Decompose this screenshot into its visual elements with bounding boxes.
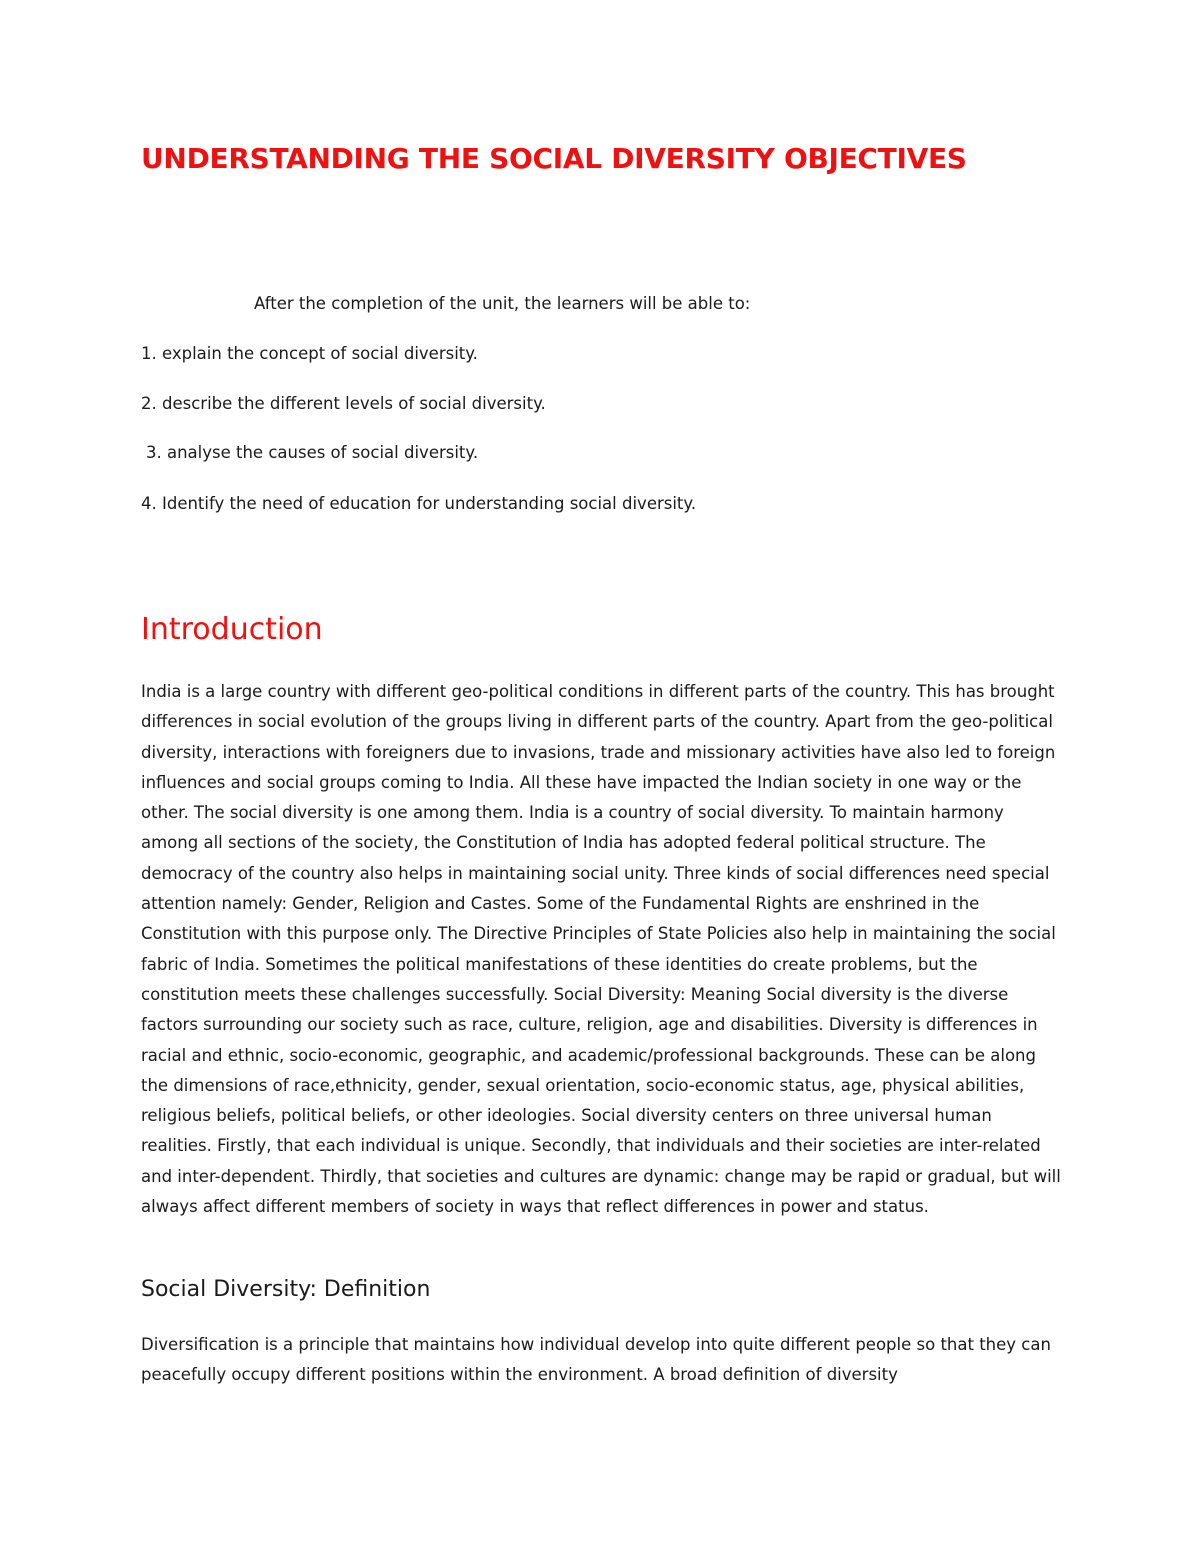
document-title: UNDERSTANDING THE SOCIAL DIVERSITY OBJECTIVES: [141, 142, 967, 175]
introduction-paragraph: India is a large country with different geo-political conditions in different parts of the country. This has brought differences in social evolution of the groups living in different parts of the country. Apart from the geo-political diversity, interactions with foreigners due to invasions, trade and missionary activities have also led to foreign influences and social groups coming to India. All these have impacted the Indian society in one way or the other. The social diversity is one among them. India is a country of social diversity. To maintain harmony among all sections of the society, the Constitution of India has adopted federal political structure. The democracy of the country also helps in maintaining social unity. Three kinds of social differences need special attention namely: Gender, Religion and Castes. Some of the Fundamental Rights are enshrined in the Constitution with this purpose only. The Directive Principles of State Policies also help in maintaining the social fabric of India. Sometimes the political manifestations of these identities do create problems, but the constitution meets these challenges successfully. Social Diversity: Meaning Social diversity is the diverse factors surrounding our society such as race, culture, religion, age and disabilities. Diversity is differences in racial and ethnic, socio-economic, geographic, and academic/professional backgrounds. These can be along the dimensions of race,ethnicity, gender, sexual orientation, socio-economic status, age, physical abilities, religious beliefs, political beliefs, or other ideologies. Social diversity centers on three universal human realities. Firstly, that each individual is unique. Secondly, that individuals and their societies are inter-related and inter-dependent. Thirdly, that societies and cultures are dynamic: change may be rapid or gradual, but will always affect different members of society in ways that reflect differences in power and status.: [141, 682, 1061, 1217]
objectives-intro: After the completion of the unit, the learners will be able to:: [254, 294, 751, 313]
definition-paragraph: Diversification is a principle that maintains how individual develop into quite different people so that they can peacefully occupy different positions within the environment. A broad definition of diversity: [141, 1335, 1051, 1385]
objective-item-4: 4. Identify the need of education for understanding social diversity.: [141, 494, 697, 513]
objective-item-1: 1. explain the concept of social diversity.: [141, 344, 478, 363]
introduction-heading: Introduction: [141, 612, 323, 647]
objective-item-3: 3. analyse the causes of social diversity.: [146, 443, 479, 462]
definition-heading: Social Diversity: Definition: [141, 1277, 431, 1302]
objective-item-2: 2. describe the different levels of social diversity.: [141, 394, 546, 413]
